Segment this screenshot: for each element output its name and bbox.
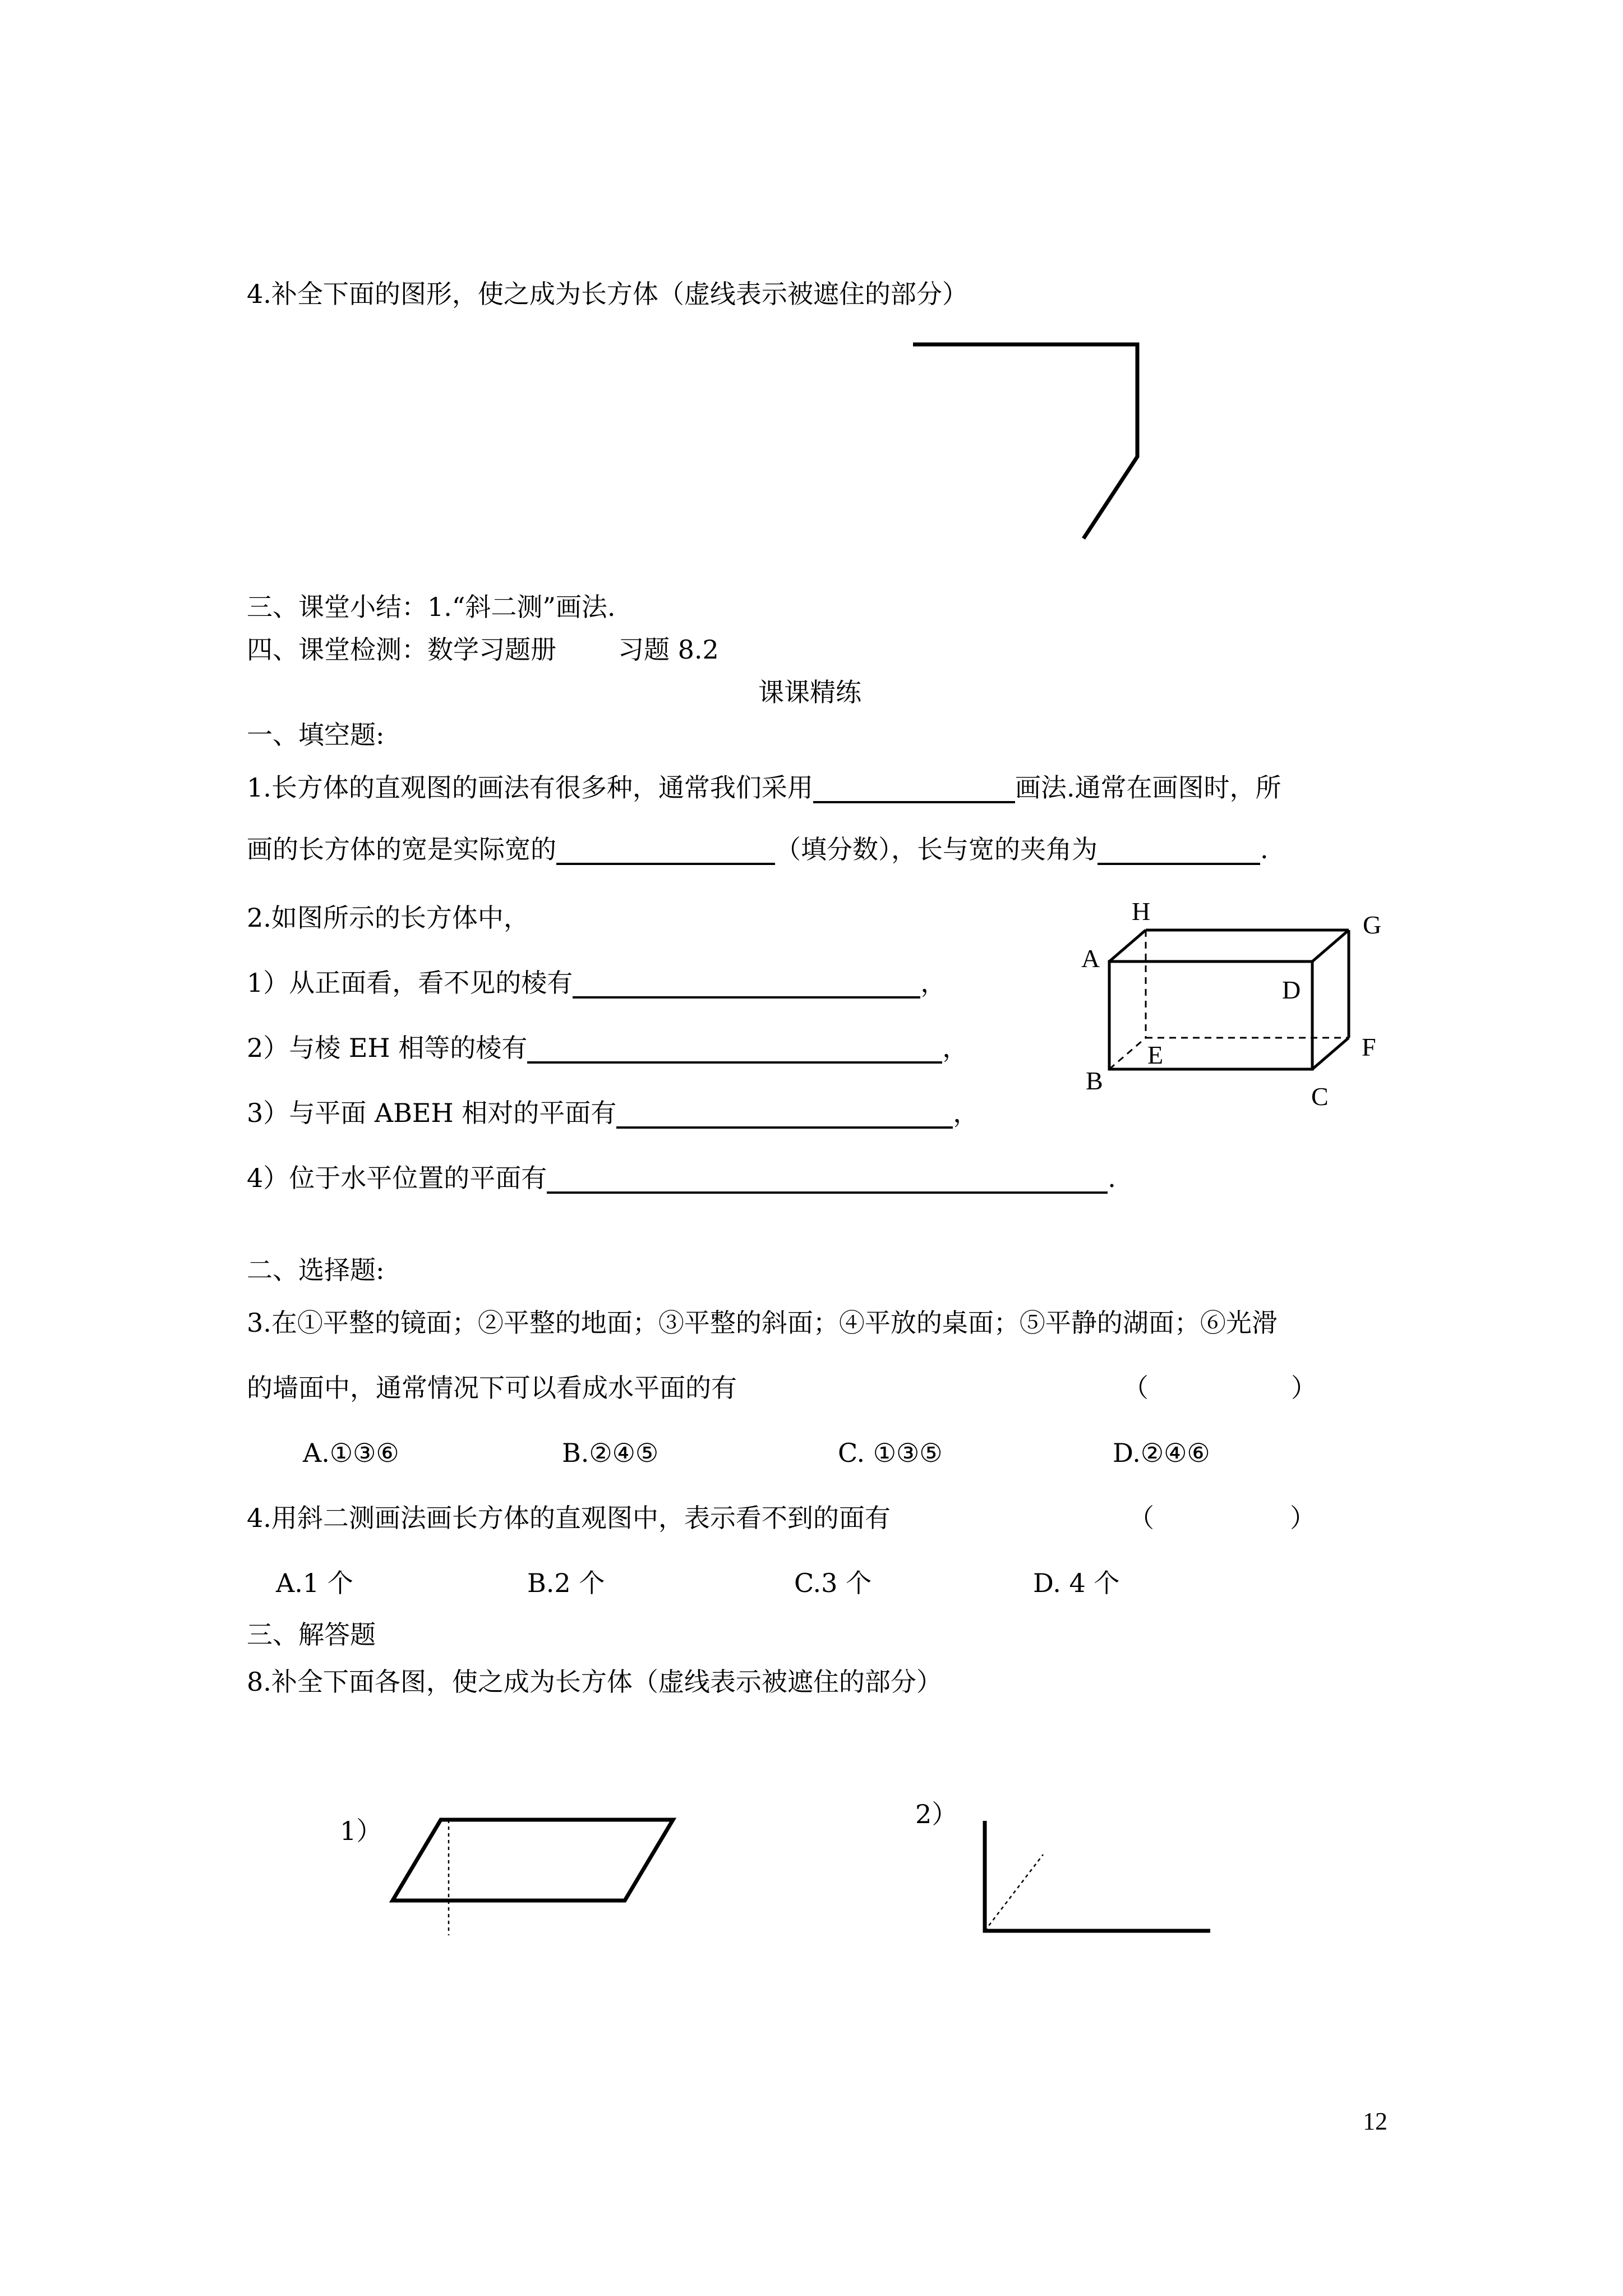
period: .	[1108, 1163, 1116, 1193]
fq2-sub1	[247, 967, 946, 999]
cq3-paren-open: （	[1123, 1373, 1149, 1403]
cq4-paren-close: ）	[1290, 1503, 1316, 1533]
fq2-sub1-text: 1）从正面看，看不见的棱有	[247, 968, 573, 998]
q4-top-text: 4.补全下面的图形，使之成为长方体（虚线表示被遮住的部分）	[247, 279, 968, 309]
edge-DG	[1312, 930, 1349, 961]
summary-text: 三、课堂小结：1.“斜二测”画法.	[247, 592, 616, 622]
cq4-option-a[interactable]: A.1 个	[276, 1568, 353, 1598]
cq4-stem: 4.用斜二测画法画长方体的直观图中，表示看不到的面有	[247, 1503, 891, 1533]
section-title: 课课精练	[758, 677, 861, 707]
labeled-cuboid-figure	[1071, 898, 1419, 1116]
label-G: G	[1363, 910, 1382, 939]
fq2-sub3-text: 3）与平面 ABEH 相对的平面有	[247, 1098, 617, 1128]
label-A: A	[1081, 944, 1100, 973]
cq3-line2: 的墙面中，通常情况下可以看成水平面的有	[247, 1373, 737, 1403]
fq2-blank2[interactable]	[527, 1034, 942, 1064]
fq2-blank3[interactable]	[616, 1099, 953, 1129]
fq1-blank-fraction[interactable]	[556, 836, 775, 865]
label-B: B	[1086, 1066, 1103, 1095]
label-E: E	[1147, 1041, 1164, 1069]
cq4-paren-open: （	[1128, 1503, 1154, 1533]
aq8-text: 8.补全下面各图，使之成为长方体（虚线表示被遮住的部分）	[247, 1667, 942, 1697]
comma: ，	[953, 1098, 979, 1128]
fig1-label: 1）	[340, 1816, 382, 1846]
figure-edges	[913, 344, 1137, 539]
edge-AH	[1109, 930, 1146, 961]
comma: ，	[920, 968, 947, 998]
incomplete-cuboid-figure	[909, 337, 1144, 550]
cq3-option-b[interactable]: B.②④⑤	[562, 1438, 659, 1468]
cq4-option-b[interactable]: B.2 个	[527, 1568, 605, 1598]
class-check-text	[247, 634, 719, 665]
comma: ，	[942, 1033, 969, 1063]
label-C: C	[1311, 1082, 1329, 1111]
fq2-sub2	[247, 1032, 968, 1064]
fq1-text-d: （填分数），长与宽的夹角为	[775, 834, 1098, 864]
parallelogram-edges	[393, 1820, 673, 1901]
hidden-depth-edge	[985, 1855, 1043, 1931]
hidden-edge-BE	[1109, 1038, 1146, 1069]
class-check-ref: 习题 8.2	[618, 634, 719, 665]
fq2-sub4-text: 4）位于水平位置的平面有	[247, 1163, 547, 1193]
fq1-text-e: .	[1260, 834, 1269, 864]
label-F: F	[1362, 1033, 1376, 1061]
cq3-option-c[interactable]: C. ①③⑤	[838, 1438, 943, 1468]
cq3-paren-close: ）	[1291, 1373, 1317, 1403]
corner-figure	[974, 1815, 1220, 1944]
fq1-line2	[247, 834, 1269, 865]
cq3-option-a[interactable]: A.①③⑥	[303, 1438, 399, 1468]
fig2-label: 2）	[915, 1799, 958, 1829]
page-number: 12	[1363, 2108, 1387, 2135]
cq3-option-d[interactable]: D.②④⑥	[1113, 1438, 1210, 1468]
answer-header: 三、解答题	[247, 1619, 376, 1650]
parallelogram-figure	[387, 1812, 690, 1947]
label-H: H	[1132, 897, 1151, 926]
fq1-blank-angle[interactable]	[1098, 836, 1260, 865]
fq2-sub3	[247, 1097, 979, 1129]
fq1-line1	[247, 772, 1281, 803]
fq1-text-a: 1.长方体的直观图的画法有很多种，通常我们采用	[247, 772, 813, 803]
cq4-option-d[interactable]: D. 4 个	[1033, 1568, 1120, 1598]
fq1-text-c: 画的长方体的宽是实际宽的	[247, 834, 556, 864]
edge-CF	[1312, 1038, 1349, 1069]
fill-in-header: 一、填空题:	[247, 720, 385, 750]
cq4-option-c[interactable]: C.3 个	[794, 1568, 872, 1598]
fq1-blank-method[interactable]	[813, 774, 1015, 803]
corner-edges	[985, 1821, 1210, 1931]
label-D: D	[1282, 976, 1301, 1004]
fq1-text-b: 画法.通常在画图时，所	[1015, 772, 1281, 803]
fq2-blank1[interactable]	[573, 969, 920, 999]
class-check-label: 四、课堂检测：数学习题册	[247, 634, 556, 665]
choice-header: 二、选择题:	[247, 1255, 385, 1285]
fq2-sub2-text: 2）与棱 EH 相等的棱有	[247, 1033, 528, 1063]
fq2-sub4	[247, 1162, 1116, 1194]
fq2-blank4[interactable]	[547, 1165, 1108, 1194]
fq2-stem: 2.如图所示的长方体中，	[247, 903, 529, 933]
cq3-line1: 3.在①平整的镜面；②平整的地面；③平整的斜面；④平放的桌面；⑤平静的湖面；⑥光滑	[247, 1308, 1278, 1338]
